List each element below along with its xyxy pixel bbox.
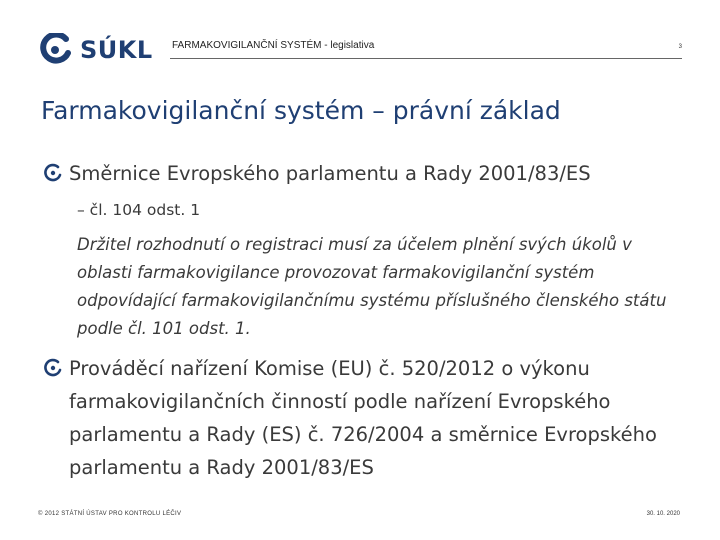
bullet-text: Směrnice Evropského parlamentu a Rady 2001/83/ES bbox=[69, 162, 591, 185]
bullet-item-1 bbox=[43, 157, 683, 190]
sukl-logo-icon bbox=[38, 33, 72, 67]
bullet-text: Prováděcí nařízení Komise (EU) č. 520/2012 o výkonu farmakovigilančních činností podle nařízení Evropského parlamentu a Rady (ES) č. 726/2004 a směrnice Evropského parlamentu a Rady 2001/83/ES bbox=[69, 357, 657, 479]
logo-text: SÚKL bbox=[80, 36, 153, 64]
footer-copyright: © 2012 STÁTNÍ ÚSTAV PRO KONTROLU LÉČIV bbox=[38, 511, 182, 517]
slide-title: Farmakovigilanční systém – právní základ bbox=[41, 96, 561, 125]
bullet-item-2 bbox=[43, 352, 683, 484]
quote-text: Držitel rozhodnutí o registraci musí za účelem plnění svých úkolů v oblasti farmakovigilance provozovat farmakovigilanční systém odpovídající farmakovigilančnímu systému příslušného členského státu podle čl. 101 odst. 1. bbox=[77, 235, 667, 338]
sub-item: – čl. 104 odst. 1 bbox=[77, 201, 201, 219]
footer-date: 30. 10. 2020 bbox=[646, 511, 680, 517]
page-number: 3 bbox=[678, 44, 682, 50]
header-divider bbox=[170, 58, 682, 59]
header-title: FARMAKOVIGILANČNÍ SYSTÉM - legislativa bbox=[172, 40, 375, 51]
sukl-logo bbox=[38, 33, 153, 67]
bullet-swirl-icon bbox=[43, 163, 63, 183]
bullet-swirl-icon bbox=[43, 358, 63, 378]
